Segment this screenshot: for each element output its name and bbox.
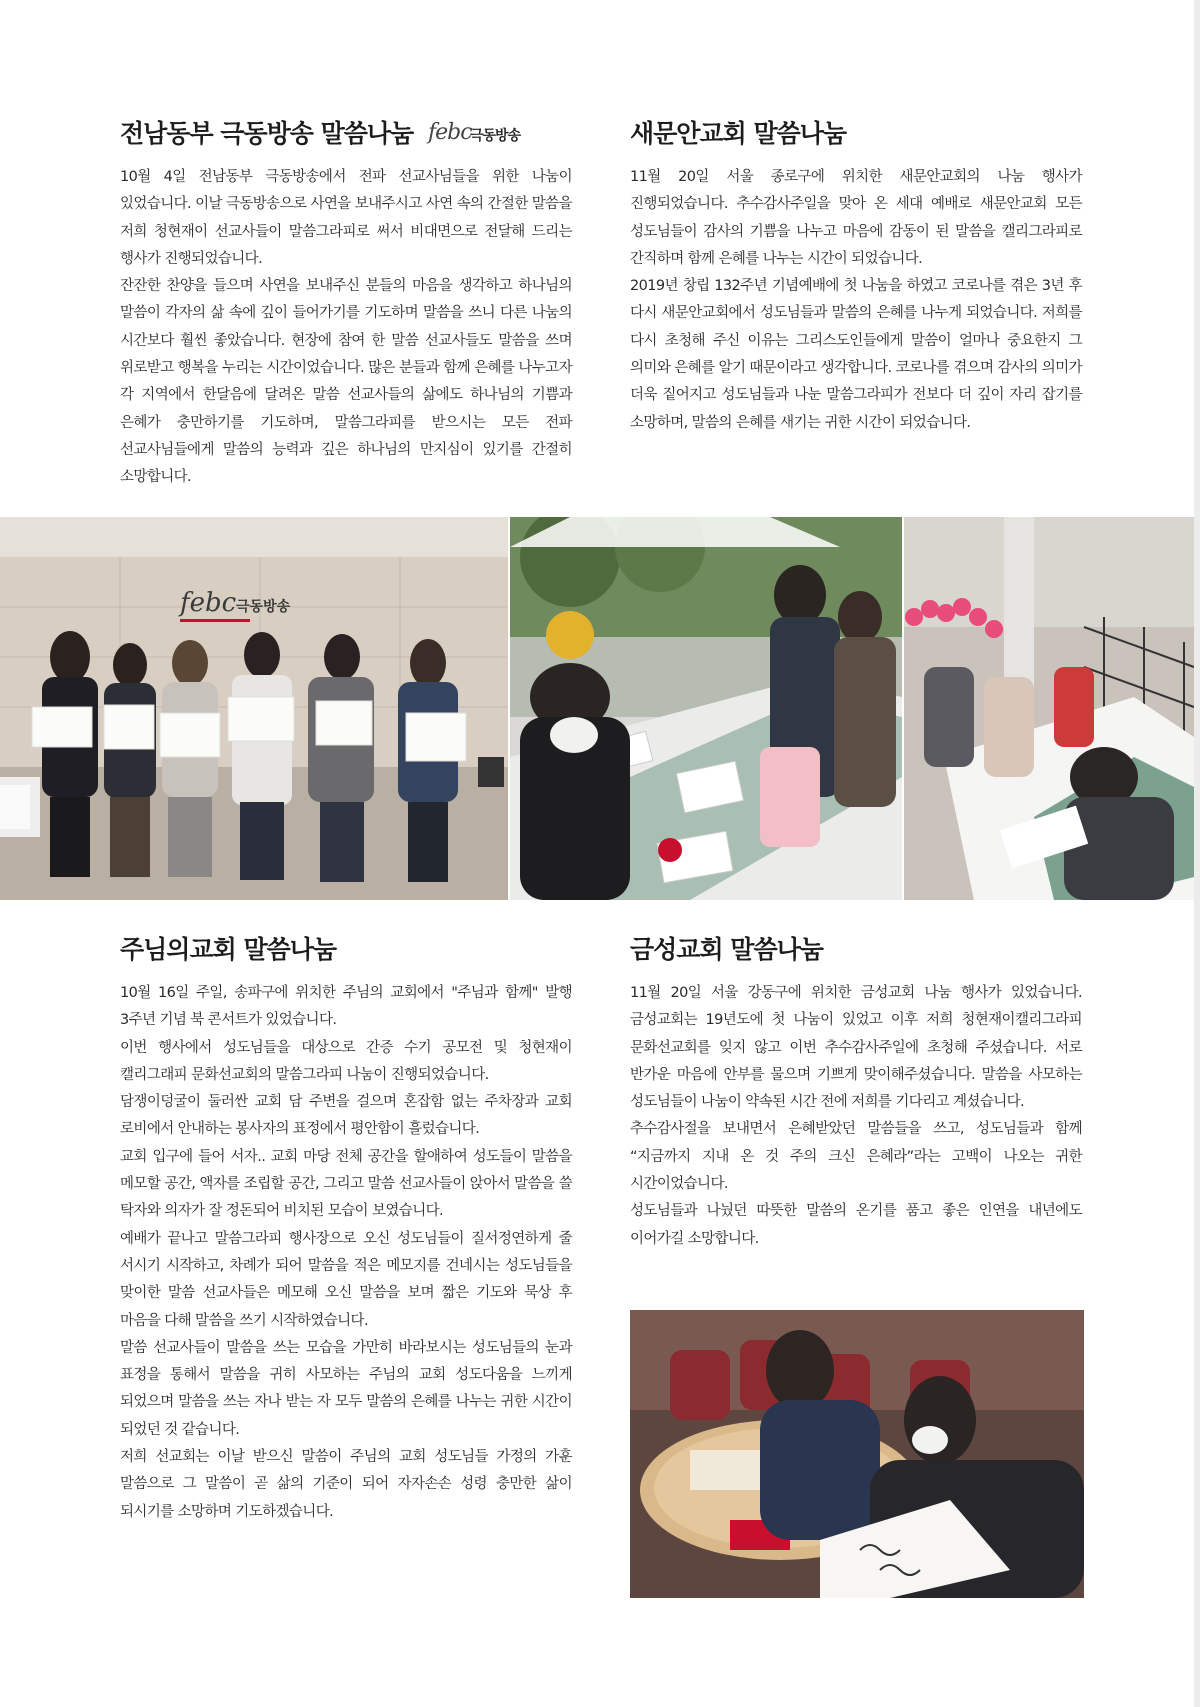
paragraph: 추수감사절을 보내면서 은혜받았던 말씀들을 쓰고, 성도님들과 함께 “지금까지 지내 온 것 주의 크신 은혜라”라는 고백이 나오는 귀한 시간이었습니다. [630, 1121, 1082, 1193]
section-body-junim [120, 980, 572, 1526]
logo-name: 극동방송 [470, 128, 521, 144]
photo-geumseong [630, 1310, 1084, 1598]
section-title-junim: 주님의교회 말씀나눔 [120, 935, 337, 964]
page-edge-shadow [1194, 0, 1200, 1707]
section-title-geumseong: 금성교회 말씀나눔 [630, 935, 823, 964]
logo-mark: febc [428, 120, 472, 145]
paragraph: 이번 행사에서 성도님들을 대상으로 간증 수기 공모전 및 청현재이 캘리그래피 문화선교회의 말씀그라피 나눔이 진행되었습니다. [120, 1039, 572, 1083]
paragraph: 10월 4일 전남동부 극동방송에서 전파 선교사님들을 위한 나눔이 있었습니다. 이날 극동방송으로 사연을 보내주시고 사연 속의 간절한 말씀을 저희 청현재이 선교사들이 말씀그라피로 써서 비대면으로 전달해 드리는 행사가 진행되었습니다. [120, 169, 572, 267]
paragraph: 말씀 선교사들이 말씀을 쓰는 모습을 가만히 바라보시는 성도님들의 눈과 표정을 통해서 말씀을 귀히 사모하는 주님의 교회 성도다움을 느끼게 되었으며 말씀을 쓰는 자나 받는 자 모두 말씀의 은혜를 나누는 귀한 시간이 되었던 것 같습니다. [120, 1339, 572, 1438]
section-body-geumseong [630, 980, 1082, 1253]
paragraph: 10월 16일 주일, 송파구에 위치한 주님의 교회에서 "주님과 함께" 발행 3주년 기념 북 콘서트가 있었습니다. [120, 985, 572, 1029]
photo-febc-group [0, 517, 508, 900]
paragraph: 저희 선교회는 이날 받으신 말씀이 주님의 교회 성도님들 가정의 가훈 말씀으로 그 말씀이 곧 삶의 기준이 되어 자자손손 성령 충만한 삶이 되시기를 소망하며 기도하겠습니다. [120, 1449, 572, 1520]
paragraph: 11월 20일 서울 종로구에 위치한 새문안교회의 나눔 행사가 진행되었습니다. 추수감사주일을 맞아 온 세대 예배로 새문안교회 모든 성도님들이 감사의 기쁨을 나누고 마음에 감동이 된 말씀을 캘리그라피로 간직하며 함께 은혜를 나누는 시간이 되었습니다. [630, 169, 1082, 267]
photo-saemunan-indoor [904, 517, 1194, 900]
section-body-saemunan [630, 164, 1082, 437]
paragraph: 교회 입구에 들어 서자.. 교회 마당 전체 공간을 할애하여 성도들이 말씀을 메모할 공간, 액자를 조립할 공간, 그리고 말씀 선교사들이 앉아서 말씀을 쓸 탁자와 의자가 잘 정돈되어 비치된 모습이 보였습니다. [120, 1148, 572, 1220]
paragraph: 11월 20일 서울 강동구에 위치한 금성교회 나눔 행사가 있었습니다. 금성교회는 19년도에 첫 나눔이 있었고 이후 저희 청현재이캘리그라피 문화선교회를 잊지 않고 이번 추수감사주일에 초청해 주셨습니다. 서로 반가운 마음에 안부를 물으며 기쁘게 맞이해주셨습니다. 말씀을 사모하는 성도님들이 나눔이 약속된 시간 전에 저희를 기다리고 계셨습니다. [630, 985, 1082, 1111]
paragraph: 잔잔한 찬양을 들으며 사연을 보내주신 분들의 마음을 생각하고 하나님의 말씀이 각자의 삶 속에 깊이 들어가기를 기도하며 말씀을 쓰니 다른 나눔의 시간보다 훨씬 좋았습니다. 현장에 참여 한 말씀 선교사들도 말씀을 쓰며 위로받고 행복을 누리는 시간이었습니다. 많은 분들과 함께 은혜를 나누고자 각 지역에서 한달음에 달려온 말씀 선교사들의 삶에도 하나님의 기쁨과 은혜가 충만하기를 기도하며, 말씀그라피를 받으시는 모든 전파 선교사님들에게 말씀의 능력과 깊은 하나님의 만지심이 있기를 간절히 소망합니다. [120, 278, 572, 486]
febc-logo [428, 116, 538, 150]
svg-text:febc: febc [180, 588, 237, 618]
paragraph: 2019년 창립 132주년 기념예배에 첫 나눔을 하였고 코로나를 겪은 3년 후 다시 새문안교회에서 성도님들과 말씀의 은혜를 나누게 되었습니다. 저희를 다시 초청해 주신 이유는 그리스도인들에게 말씀이 얼마나 중요한지 그 의미와 은혜를 알기 때문이라고 생각합니다. 코로나를 겪으며 감사의 의미가 더욱 짙어지고 성도님들과 나눈 말씀그라피가 전보다 더 깊이 자리 잡기를 소망하며, 말씀의 은혜를 새기는 귀한 시간이 되었습니다. [630, 278, 1082, 431]
svg-text:극동방송: 극동방송 [236, 599, 291, 615]
section-body-jeonnam [120, 164, 572, 492]
section-title-jeonnam: 전남동부 극동방송 말씀나눔 [120, 119, 414, 148]
section-title-saemunan: 새문안교회 말씀나눔 [630, 119, 847, 148]
photo-saemunan-outdoor [510, 517, 902, 900]
paragraph: 담쟁이덩굴이 둘러싼 교회 담 주변을 걸으며 혼잡함 없는 주차장과 교회 로비에서 안내하는 봉사자의 표정에서 평안함이 흘렀습니다. [120, 1094, 572, 1138]
paragraph: 성도님들과 나눴던 따뜻한 말씀의 온기를 품고 좋은 인연을 내년에도 이어가길 소망합니다. [630, 1203, 1082, 1247]
paragraph: 예배가 끝나고 말씀그라피 행사장으로 오신 성도님들이 질서정연하게 줄 서시기 시작하고, 차례가 되어 말씀을 적은 메모지를 건네시는 성도님들을 맞이한 말씀 선교사들은 메모해 오신 말씀을 보며 짧은 기도와 묵상 후 마음을 다해 말씀을 쓰기 시작하였습니다. [120, 1230, 572, 1329]
